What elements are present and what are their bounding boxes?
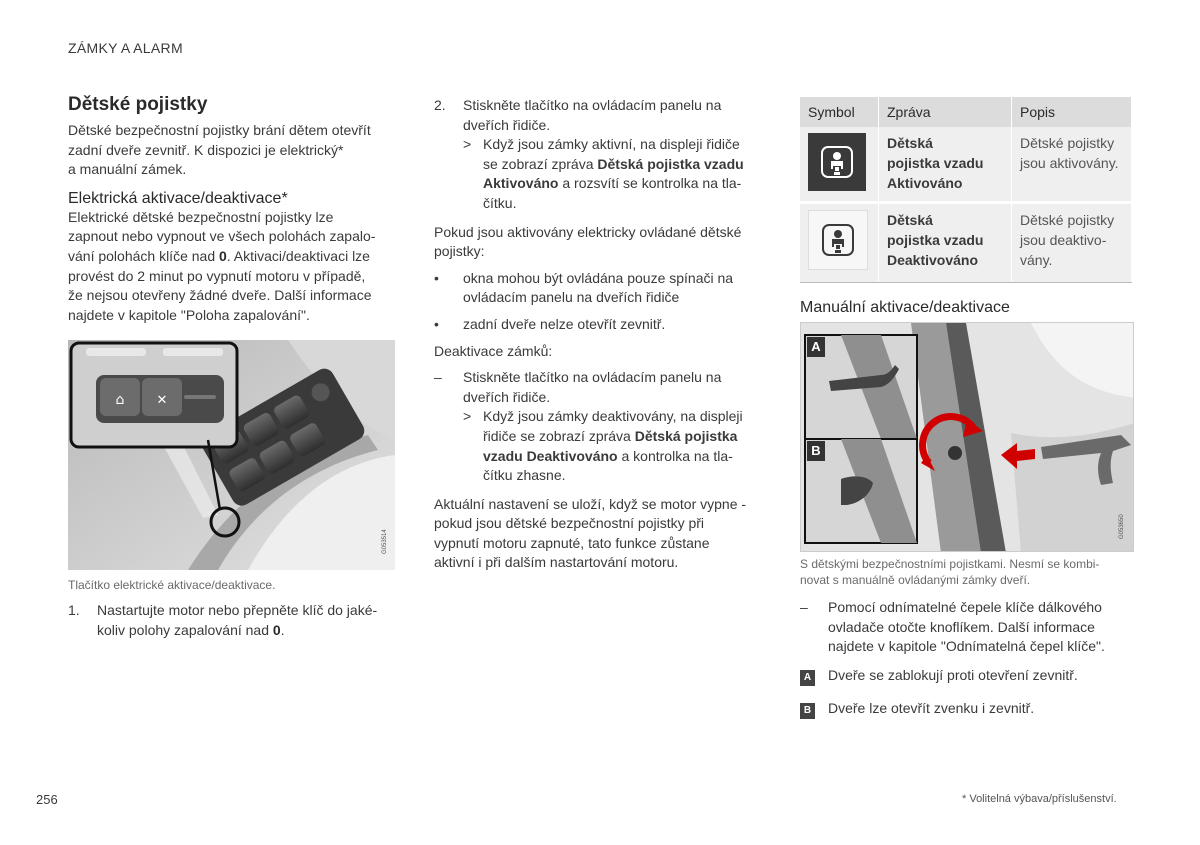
item-b-label: B [800,703,815,719]
label-b: B [807,441,825,461]
image-caption: Tlačítko elektrické aktivace/deaktivace. [68,578,276,592]
step-1: 1. Nastartujte motor nebo přepněte klíč do jaké- koliv polohy zapalování nad 0. [68,602,378,638]
final-paragraph: Aktuální nastavení se uloží, když se motor vypne - pokud jsou dětské bezpečnostní pojistky při vypnutí motoru zapnuté, tato funkce zůstane aktivní i při dalším nastartování motoru. [434,495,747,571]
manual-lock-illustration [801,323,1134,552]
item-b: B Dveře lze otevřít zvenku i zevnitř. [800,699,1140,719]
manual-step: – Pomocí odnímatelné čepele klíče dálkového ovladače otočte knoflíkem. Další informace najdete v kapitole "Odnímatelná čepel klíče". [800,599,1105,655]
svg-text:✕: ✕ [156,393,168,408]
intro-paragraph: Dětské bezpečnostní pojistky brání dětem otevřít zadní dveře zevnitř. K dispozici je elektrický* a manuální zámek. [68,122,371,178]
label-a: A [807,337,825,357]
table-header: Symbol Zpráva Popis [800,97,1132,127]
running-header: ZÁMKY A ALARM [68,40,183,56]
section-title: Dětské pojistky [68,94,208,115]
electric-paragraph: Elektrické dětské bezpečnostní pojistky lze zapnout nebo vypnout ve všech polohách zapalo- vání polohách klíče nad 0. Aktivaci/deaktivaci lze provést do 2 minut po vypnutí motoru v případě, že nejsou otevřeny žádné dveře. Další informace najdete v kapitole "Poloha zapalování". [68,208,376,323]
image-code: G053514 [382,529,388,554]
door-panel-image [68,340,395,570]
table-bottom-rule [800,282,1132,283]
door-panel-illustration [68,340,395,570]
bullet-2: • zadní dveře nelze otevřít zevnitř. [434,315,666,332]
step-2: 2. Stiskněte tlačítko na ovládacím panelu na dveřích řidiče. [434,97,722,133]
svg-text:⌂: ⌂ [115,392,125,408]
electric-subtitle: Elektrická aktivace/deaktivace* [68,189,288,207]
result-activated: > Když jsou zámky aktivní, na displeji řidiče se zobrazí zpráva Dětská pojistka vzadu Aktivováno a rozsvítí se kontrolka na tla- čítku. [463,136,744,211]
table-row: Dětská pojistka vzadu Deaktivováno Dětské pojistky jsou deaktivo- vány. [800,203,1132,283]
page-number: 256 [36,792,58,807]
footnote: * Volitelná výbava/příslušenství. [962,793,1117,805]
table-row: Dětská pojistka vzadu Aktivováno Dětské pojistky jsou aktivovány. [800,127,1132,203]
item-a-label: A [800,670,815,686]
active-intro: Pokud jsou aktivovány elektricky ovládané dětské pojistky: [434,223,742,260]
column-1 [68,94,408,325]
deactivation-step: – Stiskněte tlačítko na ovládacím panelu na dveřích řidiče. [434,369,722,405]
bullet-1: • okna mohou být ovládána pouze spínači na ovládacím panelu na dveřích řidiče [434,269,734,306]
child-lock-inactive-icon [808,210,868,270]
deactivation-title: Deaktivace zámků: [434,342,553,359]
child-lock-active-icon [808,133,866,191]
item-a: A Dveře se zablokují proti otevření zevnitř. [800,666,1140,686]
manual-subtitle: Manuální aktivace/deaktivace [800,299,1010,316]
manual-caption: S dětskými bezpečnostními pojistkami. Nesmí se kombi- novat s manuálně ovládanými zámky dveří. [800,557,1100,587]
result-deactivated: > Když jsou zámky deaktivovány, na displeji řidiče se zobrazí zpráva Dětská pojistka vzadu Deaktivováno a kontrolka na tla- čítku zhasne. [463,408,743,484]
column-2 [434,96,774,573]
manual-lock-image [800,322,1134,552]
image-code: G053650 [1119,514,1125,539]
symbol-table [800,97,1132,283]
